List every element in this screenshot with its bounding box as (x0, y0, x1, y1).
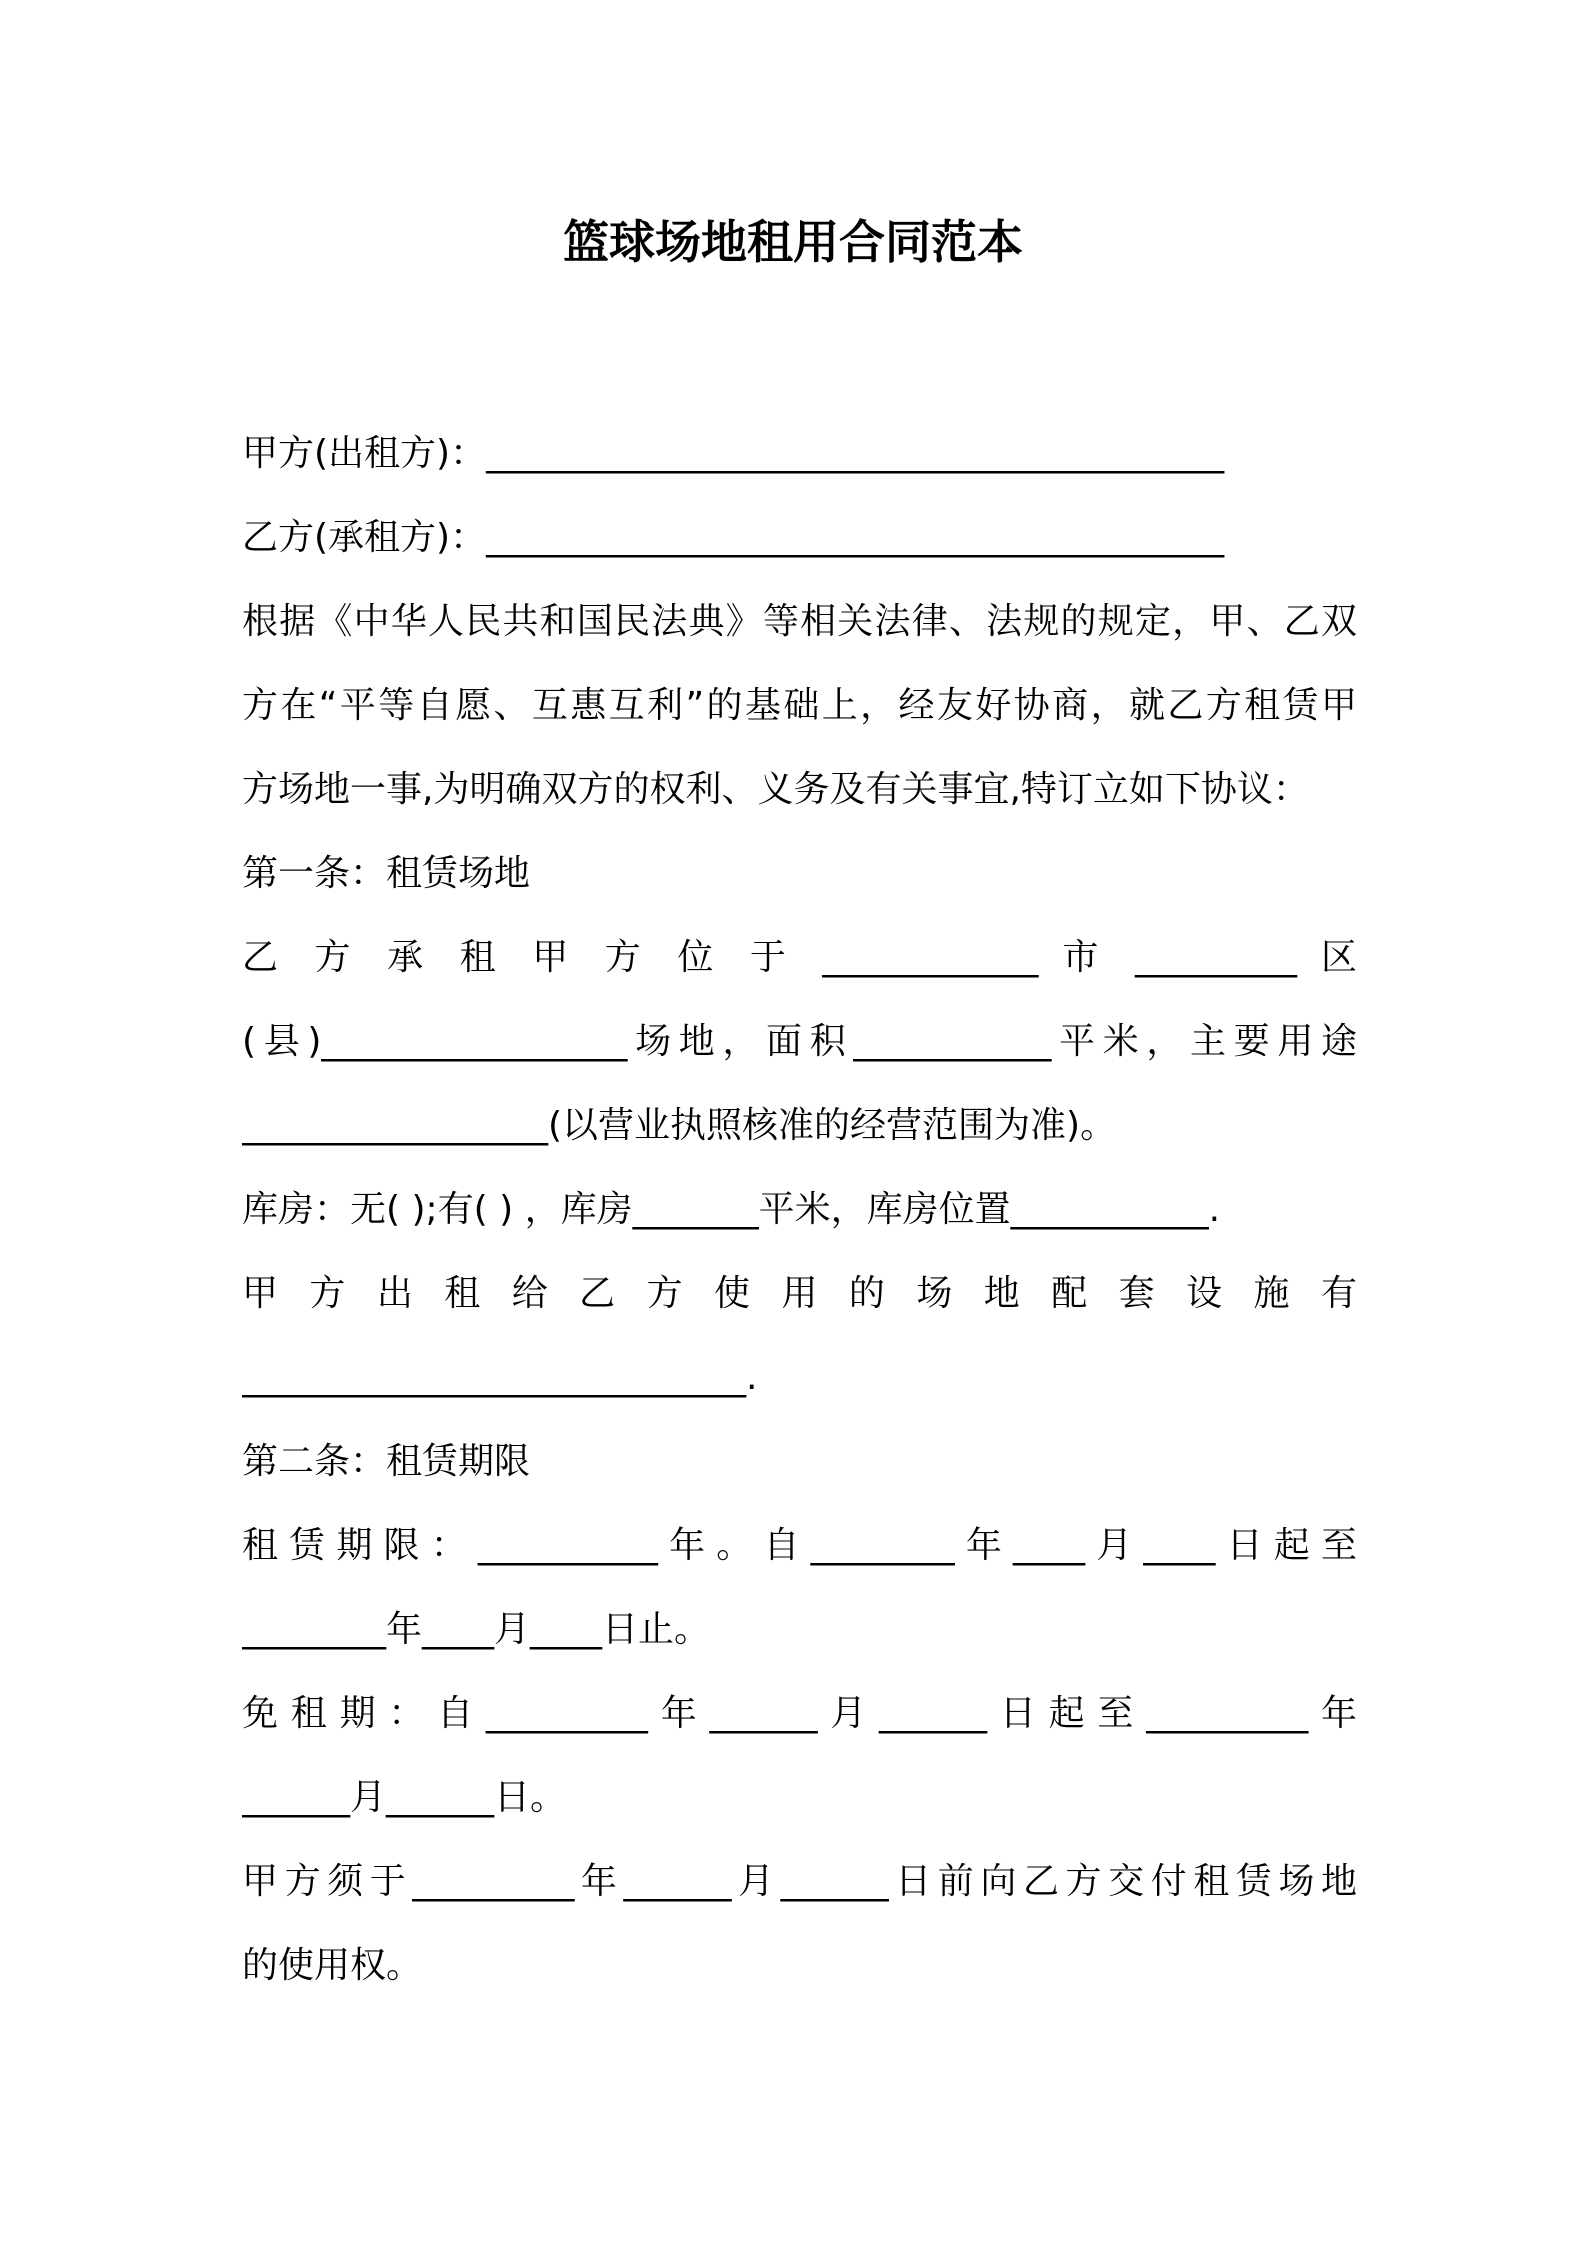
preamble-line-1: 根据《中华人民共和国民法典》等相关法律、法规的规定，甲、乙双 (242, 601, 1357, 642)
article-1-line-3: _________________(以营业执照核准的经营范围为准)。 (242, 1105, 1117, 1146)
document-body (242, 412, 1357, 2008)
rent-free-line-2: ______月______日。 (242, 1777, 567, 1818)
party-a-line: 甲方(出租方)：_________________________________________ (242, 433, 1225, 474)
preamble-line-2: 方在“平等自愿、互惠互利”的基础上，经友好协商，就乙方租赁甲 (242, 685, 1357, 726)
delivery-line-2: 的使用权。 (242, 1945, 423, 1986)
article-2-heading: 第二条：租赁期限 (242, 1441, 531, 1482)
article-1-line-1: 乙 方 承 租 甲 方 位 于 ____________ 市 _________ 区 (242, 937, 1357, 978)
document-title: 篮球场地租用合同范本 (563, 215, 1023, 269)
storage-line: 库房：无( );有( ) ，库房_______平米，库房位置___________. (242, 1189, 1221, 1230)
facilities-line-2: ____________________________. (242, 1357, 758, 1398)
lease-term-line-2: ________年____月____日止。 (242, 1609, 711, 1650)
party-b-line: 乙方(承租方)：_________________________________________ (242, 517, 1225, 558)
delivery-line-1: 甲方须于_________年______月______日前向乙方交付租赁场地 (242, 1861, 1357, 1902)
facilities-line-1: 甲 方 出 租 给 乙 方 使 用 的 场 地 配 套 设 施 有 (242, 1273, 1357, 1314)
article-1-heading: 第一条：租赁场地 (242, 853, 531, 894)
article-1-line-2: (县)_________________场地，面积___________平米，主要用途 (242, 1021, 1357, 1062)
preamble-line-3: 方场地一事,为明确双方的权利、义务及有关事宜,特订立如下协议： (242, 769, 1309, 810)
rent-free-line-1: 免租期：自_________年______月______日起至_________年 (242, 1693, 1357, 1734)
lease-term-line-1: 租赁期限：__________年。自________年____月____日起至 (242, 1525, 1357, 1566)
